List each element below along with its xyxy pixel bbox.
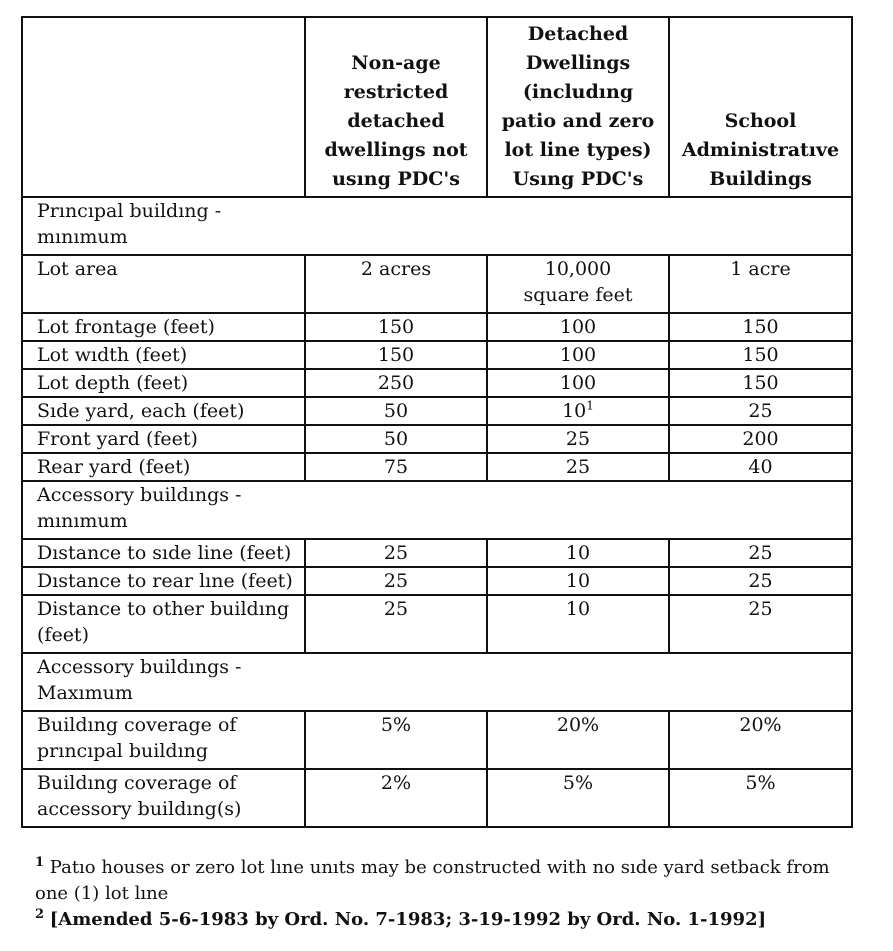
row-label-lot-width xyxy=(22,341,305,369)
cell-distance-rear-school xyxy=(669,567,852,595)
text-line: Accessory buildıngs - xyxy=(37,656,242,678)
table-row xyxy=(22,595,852,653)
cell-front-yard-pdc xyxy=(487,425,669,453)
cell-distance-side-pdc xyxy=(487,539,669,567)
text-line: square feet xyxy=(523,284,633,306)
cell-coverage-accessory-nonage xyxy=(305,769,487,827)
text-line: 25 xyxy=(383,570,409,592)
cell-side-yard-nonage xyxy=(305,397,487,425)
row-label-lot-frontage xyxy=(22,313,305,341)
table-row xyxy=(22,397,852,425)
cell-coverage-principal-school xyxy=(669,711,852,769)
cell-rear-yard-school xyxy=(669,453,852,481)
text-line: patio and zero xyxy=(501,110,655,132)
text-line: 25 xyxy=(748,598,773,620)
text-line: prıncıpal buildıng xyxy=(37,740,209,762)
cell-lot-depth-school xyxy=(669,369,852,397)
text-line: 40 xyxy=(748,456,773,478)
table-row xyxy=(22,255,852,313)
text-line: Buildings xyxy=(709,168,812,190)
text-line: 1 acre xyxy=(730,258,791,280)
text-line: 10 xyxy=(565,570,591,592)
text-line: 2% xyxy=(380,772,412,794)
footnote-1 xyxy=(35,855,865,907)
table-row xyxy=(22,453,852,481)
row-label-rear-yard xyxy=(22,453,305,481)
cell-coverage-accessory-pdc xyxy=(487,769,669,827)
text-line: 20% xyxy=(556,714,600,736)
section-row-accessory-min xyxy=(22,481,852,539)
cell-side-yard-school xyxy=(669,397,852,425)
cell-rear-yard-nonage xyxy=(305,453,487,481)
section-accessory-buildings-maximum xyxy=(22,653,852,711)
text-line: Maxımum xyxy=(37,682,133,704)
text-line: Dıstance to sıde line (feet) xyxy=(37,542,292,564)
row-label-front-yard xyxy=(22,425,305,453)
text-line: Lot frontage (feet) xyxy=(37,316,215,338)
cell-front-yard-school xyxy=(669,425,852,453)
text-line: 250 xyxy=(377,372,415,394)
section-row-accessory-max xyxy=(22,653,852,711)
text-line: 25 xyxy=(383,542,409,564)
text-line: (feet) xyxy=(37,624,89,646)
text-line: Lot area xyxy=(37,258,118,280)
text-line: 150 xyxy=(377,344,415,366)
text-line: 2 acres xyxy=(360,258,432,280)
cell-lot-area-school xyxy=(669,255,852,313)
text-line: 75 xyxy=(383,456,409,478)
text-line: Non-age xyxy=(351,52,441,74)
text-line: Dıstance to rear lıne (feet) xyxy=(37,570,293,592)
text-line: Dwellings xyxy=(525,52,631,74)
cell-rear-yard-pdc xyxy=(487,453,669,481)
text-line: usıng PDC's xyxy=(332,168,460,190)
table-row xyxy=(22,369,852,397)
table-row xyxy=(22,341,852,369)
table-row xyxy=(22,313,852,341)
text-line: Administratıve xyxy=(681,139,840,161)
text-line: Buildıng coverage of xyxy=(37,772,237,794)
cell-lot-width-school xyxy=(669,341,852,369)
text-line: Detached xyxy=(527,23,629,45)
text-line: (includıng xyxy=(522,81,634,103)
footnote-2 xyxy=(35,907,865,933)
text-line: Distance to other buildıng xyxy=(37,598,290,620)
table-row xyxy=(22,425,852,453)
cell-coverage-principal-nonage xyxy=(305,711,487,769)
text-line: Lot wıdth (feet) xyxy=(37,344,188,366)
footnote-1-number: 1 xyxy=(35,855,45,870)
text-line: 25 xyxy=(748,570,773,592)
text-line: 25 xyxy=(748,400,773,422)
text-line: 10 xyxy=(565,542,591,564)
cell-distance-other-school xyxy=(669,595,852,653)
text-line: 20% xyxy=(739,714,782,736)
cell-distance-other-nonage xyxy=(305,595,487,653)
table-row xyxy=(22,567,852,595)
cell-lot-frontage-school xyxy=(669,313,852,341)
header-school-admin xyxy=(669,17,852,197)
text-line: 5% xyxy=(562,772,594,794)
text-line: 50 xyxy=(383,400,409,422)
text-line: 10 xyxy=(565,598,591,620)
cell-lot-area-nonage xyxy=(305,255,487,313)
cell-lot-frontage-pdc xyxy=(487,313,669,341)
header-detached-pdc xyxy=(487,17,669,197)
text-line: 100 xyxy=(559,344,597,366)
cell-distance-rear-nonage xyxy=(305,567,487,595)
cell-coverage-principal-pdc xyxy=(487,711,669,769)
header-blank-cell xyxy=(22,17,305,197)
text-line: mınımum xyxy=(37,226,128,248)
side-yard-pdc-value: 10 xyxy=(562,400,587,422)
cell-distance-side-nonage xyxy=(305,539,487,567)
text-line: restricted xyxy=(343,81,449,103)
header-nonage-detached xyxy=(305,17,487,197)
cell-side-yard-pdc xyxy=(487,397,669,425)
footnotes xyxy=(35,855,865,933)
text-line: School xyxy=(724,110,797,132)
text-line: Rear yard (feet) xyxy=(37,456,191,478)
text-line: 50 xyxy=(383,428,409,450)
header-row xyxy=(22,17,852,197)
row-label-distance-other-building xyxy=(22,595,305,653)
text-line: Prıncıpal buildıng - xyxy=(37,200,222,222)
text-line: Sıde yard, each (feet) xyxy=(37,400,245,422)
row-label-lot-area xyxy=(22,255,305,313)
table-row xyxy=(22,539,852,567)
text-line: 25 xyxy=(565,428,591,450)
cell-front-yard-nonage xyxy=(305,425,487,453)
text-line: Buildıng coverage of xyxy=(37,714,237,736)
text-line: detached xyxy=(347,110,445,132)
zoning-requirements-table xyxy=(21,16,853,828)
footnote-2-number: 2 xyxy=(35,907,45,922)
text-line: lot line types) xyxy=(504,139,652,161)
section-row-principal xyxy=(22,197,852,255)
text-line: dwellings not xyxy=(324,139,468,161)
text-line: Front yard (feet) xyxy=(37,428,198,450)
text-line: 5% xyxy=(380,714,412,736)
text-line: 150 xyxy=(377,316,415,338)
text-line: Lot depth (feet) xyxy=(37,372,189,394)
table-row xyxy=(22,711,852,769)
row-label-side-yard xyxy=(22,397,305,425)
text-line: 25 xyxy=(748,542,773,564)
cell-distance-other-pdc xyxy=(487,595,669,653)
cell-distance-side-school xyxy=(669,539,852,567)
cell-lot-width-nonage xyxy=(305,341,487,369)
footnote-ref-1: 1 xyxy=(586,398,594,413)
text-line: accessory buildıng(s) xyxy=(37,798,242,820)
text-line: 100 xyxy=(559,372,597,394)
footnote-2-text: [Amended 5-6-1983 by Ord. No. 7-1983; 3-19-1992 by Ord. No. 1-1992] xyxy=(49,909,767,930)
section-principal-building-minimum xyxy=(22,197,852,255)
text-line: Usıng PDC's xyxy=(512,168,644,190)
cell-lot-depth-nonage xyxy=(305,369,487,397)
footnote-1-text: Patıo houses or zero lot lıne unıts may be constructed with no sıde yard setback from one (1) lot lıne xyxy=(35,857,830,904)
text-line: 25 xyxy=(383,598,409,620)
text-line: 25 xyxy=(565,456,591,478)
row-label-coverage-accessory xyxy=(22,769,305,827)
text-line: 150 xyxy=(742,316,779,338)
cell-distance-rear-pdc xyxy=(487,567,669,595)
cell-lot-depth-pdc xyxy=(487,369,669,397)
cell-lot-area-pdc xyxy=(487,255,669,313)
text-line: 100 xyxy=(559,316,597,338)
row-label-distance-side-line xyxy=(22,539,305,567)
text-line: 5% xyxy=(745,772,776,794)
row-label-distance-rear-line xyxy=(22,567,305,595)
cell-coverage-accessory-school xyxy=(669,769,852,827)
text-line: 10,000 xyxy=(544,258,612,280)
text-line: 150 xyxy=(742,372,779,394)
section-accessory-buildings-minimum xyxy=(22,481,852,539)
cell-lot-width-pdc xyxy=(487,341,669,369)
cell-lot-frontage-nonage xyxy=(305,313,487,341)
text-line: mınımum xyxy=(37,510,128,532)
text-line: 150 xyxy=(742,344,779,366)
table-row xyxy=(22,769,852,827)
row-label-coverage-principal xyxy=(22,711,305,769)
row-label-lot-depth xyxy=(22,369,305,397)
text-line: Accessory buildıngs - xyxy=(37,484,242,506)
text-line: 200 xyxy=(742,428,779,450)
